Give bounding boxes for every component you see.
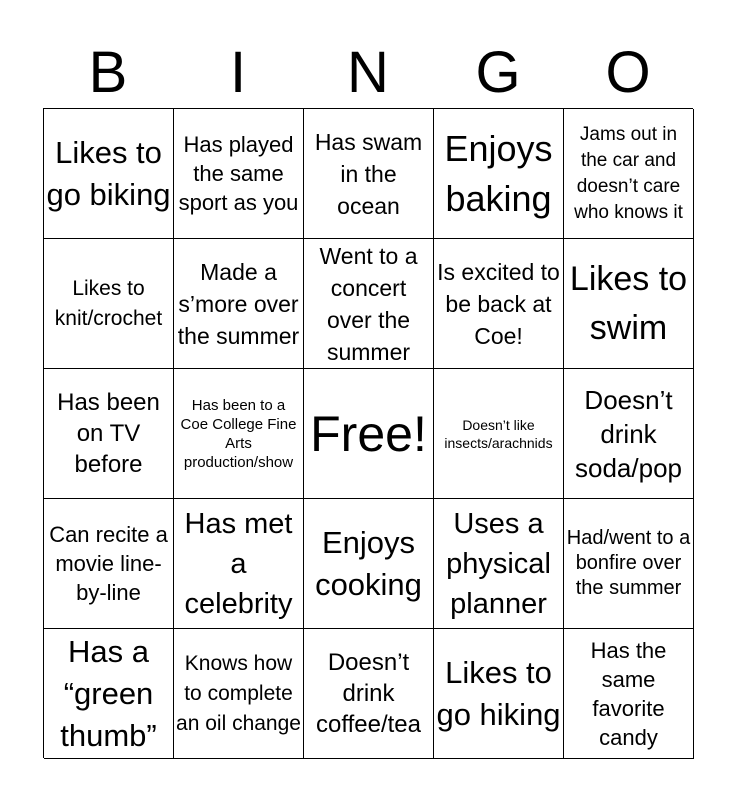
cell-text: Likes to swim [569, 259, 688, 347]
header-letter-n: N [347, 40, 389, 105]
bingo-cell[interactable] [304, 239, 434, 369]
bingo-cell free-space[interactable] [304, 369, 434, 499]
cell-text: Enjoys cooking [315, 524, 422, 602]
cell-text: Knows how to complete an oil change [176, 651, 301, 735]
cell-text: Has been to a Coe College Fine Arts production/show [180, 396, 297, 471]
bingo-cell[interactable] [174, 369, 304, 499]
bingo-cell[interactable] [174, 109, 304, 239]
cell-text: Doesn’t drink soda/pop [575, 384, 682, 483]
bingo-cell[interactable] [434, 499, 564, 629]
cell-text: Made a s’more over the summer [177, 258, 300, 349]
cell-text: Doesn’t like insects/arachnids [444, 416, 553, 451]
cell-text: Enjoys baking [444, 127, 553, 219]
bingo-cell[interactable] [304, 499, 434, 629]
header-letter-o: O [605, 40, 651, 105]
bingo-cell[interactable] [44, 369, 174, 499]
bingo-cell[interactable] [434, 239, 564, 369]
bingo-cell[interactable] [434, 369, 564, 499]
cell-text: Has been on TV before [57, 389, 160, 478]
bingo-cell[interactable] [434, 629, 564, 759]
free-space-text: Free! [310, 405, 427, 462]
bingo-header [43, 38, 693, 108]
bingo-cell[interactable] [564, 499, 694, 629]
bingo-cell[interactable] [304, 629, 434, 759]
bingo-cell[interactable] [174, 239, 304, 369]
bingo-cell[interactable] [564, 369, 694, 499]
bingo-cell[interactable] [564, 629, 694, 759]
cell-text: Has swam in the ocean [314, 128, 423, 219]
cell-text: Has a “green thumb” [60, 633, 157, 753]
bingo-cell[interactable] [564, 109, 694, 239]
bingo-cell[interactable] [44, 239, 174, 369]
header-letter-i: I [229, 40, 247, 105]
cell-text: Went to a concert over the summer [319, 242, 418, 365]
cell-text: Had/went to a bonfire over the summer [566, 527, 691, 599]
cell-text: Has the same favorite candy [590, 637, 667, 750]
bingo-cell[interactable] [44, 499, 174, 629]
cell-text: Has played the same sport as you [178, 132, 299, 215]
bingo-cell[interactable] [434, 109, 564, 239]
bingo-board [43, 108, 693, 758]
cell-text: Is excited to be back at Coe! [437, 258, 560, 349]
bingo-cell[interactable] [174, 629, 304, 759]
bingo-cell[interactable] [564, 239, 694, 369]
cell-text: Uses a physical planner [446, 507, 551, 620]
cell-text: Likes to knit/crochet [54, 276, 163, 330]
bingo-cell[interactable] [44, 109, 174, 239]
cell-text: Doesn’t drink coffee/tea [316, 649, 421, 738]
cell-text: Jams out in the car and doesn’t care who knows it [574, 123, 683, 223]
cell-text: Likes to go biking [46, 134, 171, 212]
bingo-cell[interactable] [174, 499, 304, 629]
header-letter-g: G [475, 40, 521, 105]
cell-text: Can recite a movie line-by-line [49, 522, 168, 605]
header-letter-b: B [88, 40, 128, 105]
bingo-cell[interactable] [304, 109, 434, 239]
cell-text: Likes to go hiking [436, 654, 561, 732]
cell-text: Has met a celebrity [184, 507, 293, 620]
bingo-cell[interactable] [44, 629, 174, 759]
